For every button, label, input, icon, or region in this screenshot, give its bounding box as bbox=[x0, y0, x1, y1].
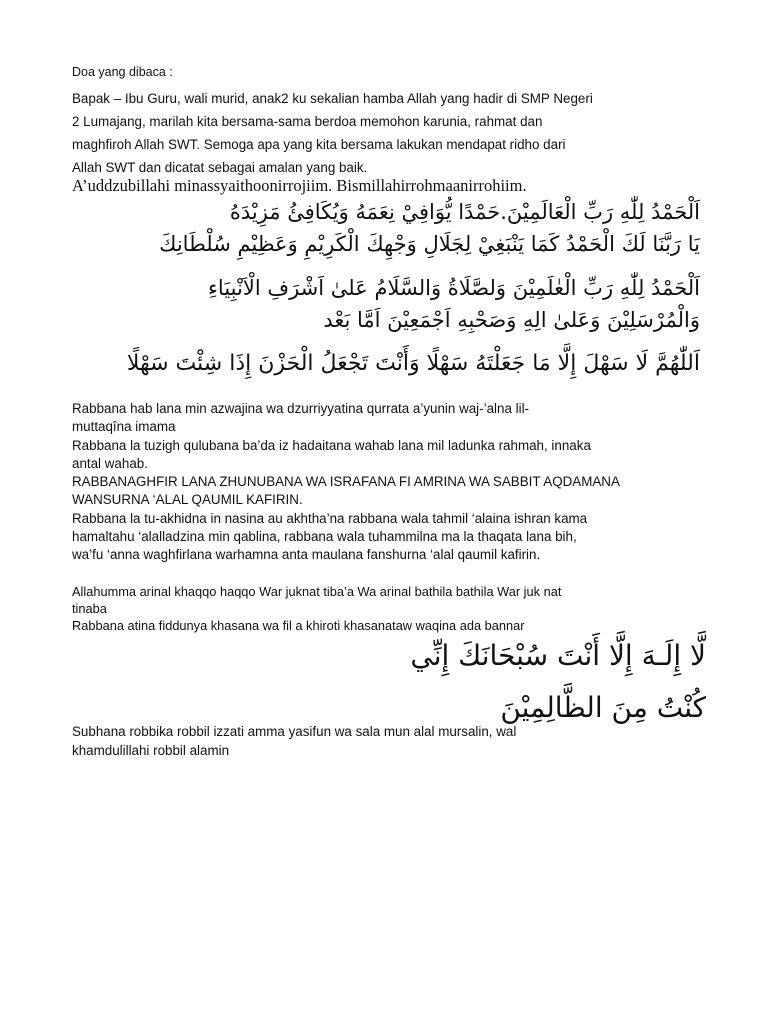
arabic-shalawat-block bbox=[60, 272, 700, 336]
closing-prayer bbox=[72, 722, 712, 760]
intro-line: Allah SWT dan dicatat sebagai amalan yang baik. bbox=[72, 160, 368, 175]
arabic-hamdalah-block bbox=[60, 196, 700, 260]
allahumma-line: Allahumma arinal khaqqo haqqo War juknat tiba’a Wa arinal bathila bathila War juk nat bbox=[72, 584, 562, 599]
arabic-line: اَللّٰهُمَّ لَا سَهْلَ إِلَّا مَا جَعَلْتَهُ سَهْلًا وَأَنْتَ تَجْعَلُ الْحَزْنَ إِذَا شِئْتَ سَهْلًا bbox=[126, 351, 700, 376]
arabic-line: اَلْحَمْدُ لِلّٰهِ رَبِّ الْعٰلَمِيْنَ وَلصَّلَاةُ وَالسَّلَامُ عَلىٰ اَشْرَفِ الْاَنْبِيَاءِ bbox=[208, 276, 700, 300]
intro-line: 2 Lumajang, marilah kita bersama-sama berdoa memohon karunia, rahmat dan bbox=[72, 114, 543, 129]
closing-line: khamdulillahi robbil alamin bbox=[72, 743, 230, 758]
closing-line: Subhana robbika robbil izzati amma yasifun wa sala mun alal mursalin, wal bbox=[72, 724, 517, 739]
rabbana-line: Rabbana la tuzigh qulubana ba’da iz hadaitana wahab lana mil ladunka rahmah, innaka bbox=[72, 437, 591, 453]
allahumma-prayers bbox=[72, 583, 712, 634]
rabbana-line: Rabbana hab lana min azwajina wa dzurriyyatina qurrata a’yunin waj-’alna lil- bbox=[72, 401, 530, 416]
taawudz-line bbox=[72, 176, 712, 196]
rabbana-line: WANSURNA ‘ALAL QAUMIL KAFIRIN. bbox=[72, 492, 303, 508]
arabic-line: كُنْتُ مِنَ الظَّالِمِيْنَ bbox=[500, 691, 706, 724]
document-heading bbox=[72, 64, 712, 80]
arabic-line: يَا رَبَّنَا لَكَ الْحَمْدُ كَمَا يَنْبَغِيْ لِجَلَالِ وَجْهِكَ الْكَرِيْمِ وَعَظِيْمِ سُلْطَانِكَ bbox=[159, 232, 700, 256]
arabic-line: لَّا إِلَـهَ إِلَّا أَنْتَ سُبْحَانَكَ إِنِّي bbox=[410, 639, 706, 672]
rabbana-line: muttaqîna imama bbox=[72, 419, 176, 435]
heading-text: Doa yang dibaca : bbox=[72, 65, 173, 79]
arabic-yunus-block bbox=[72, 630, 706, 734]
intro-line: Bapak – Ibu Guru, wali murid, anak2 ku sekalian hamba Allah yang hadir di SMP Negeri bbox=[72, 91, 593, 106]
rabbana-line: Rabbana la tu-akhidna in nasina au akhtha’na rabbana wala tahmil ‘alaina ishran kama bbox=[72, 510, 588, 526]
intro-line: maghfiroh Allah SWT. Semoga apa yang kita bersama lakukan mendapat ridho dari bbox=[72, 137, 566, 152]
allahumma-line: Rabbana atina fiddunya khasana wa fil a khiroti khasanataw waqina ada bannar bbox=[72, 618, 525, 633]
intro-paragraph bbox=[72, 87, 702, 179]
rabbana-line: antal wahab. bbox=[72, 455, 148, 471]
arabic-allahumma-sahl-block bbox=[60, 344, 700, 384]
allahumma-line: tinaba bbox=[72, 601, 107, 616]
taawudz-text: A’uddzubillahi minassyaithoonirrojiim. Bismillahirrohmaanirrohiim. bbox=[72, 176, 527, 195]
arabic-line: وَالْمُرْسَلِيْنَ وَعَلىٰ الِهِ وَصَحْبِهِ اَجْمَعِيْنَ اَمَّا بَعْد bbox=[323, 308, 700, 332]
rabbana-line: RABBANAGHFIR LANA ZHUNUBANA WA ISRAFANA FI AMRINA WA SABBIT AQDAMANA bbox=[72, 474, 620, 490]
arabic-line: اَلْحَمْدُ لِلّٰهِ رَبِّ الْعَالَمِيْنَ.حَمْدًا يُّوَافِيْ نِعَمَهُ وَيُكَافِئُ مَزِيْدَهُ bbox=[229, 200, 700, 224]
rabbana-prayers bbox=[72, 400, 712, 565]
rabbana-line: wa’fu ‘anna waghfirlana warhamna anta maulana fanshurna ‘alal qaumil kafirin. bbox=[72, 547, 541, 563]
rabbana-line: hamaltahu ‘alalladzina min qablina, rabbana wala tuhammilna ma la thaqata lana bih, bbox=[72, 529, 577, 545]
